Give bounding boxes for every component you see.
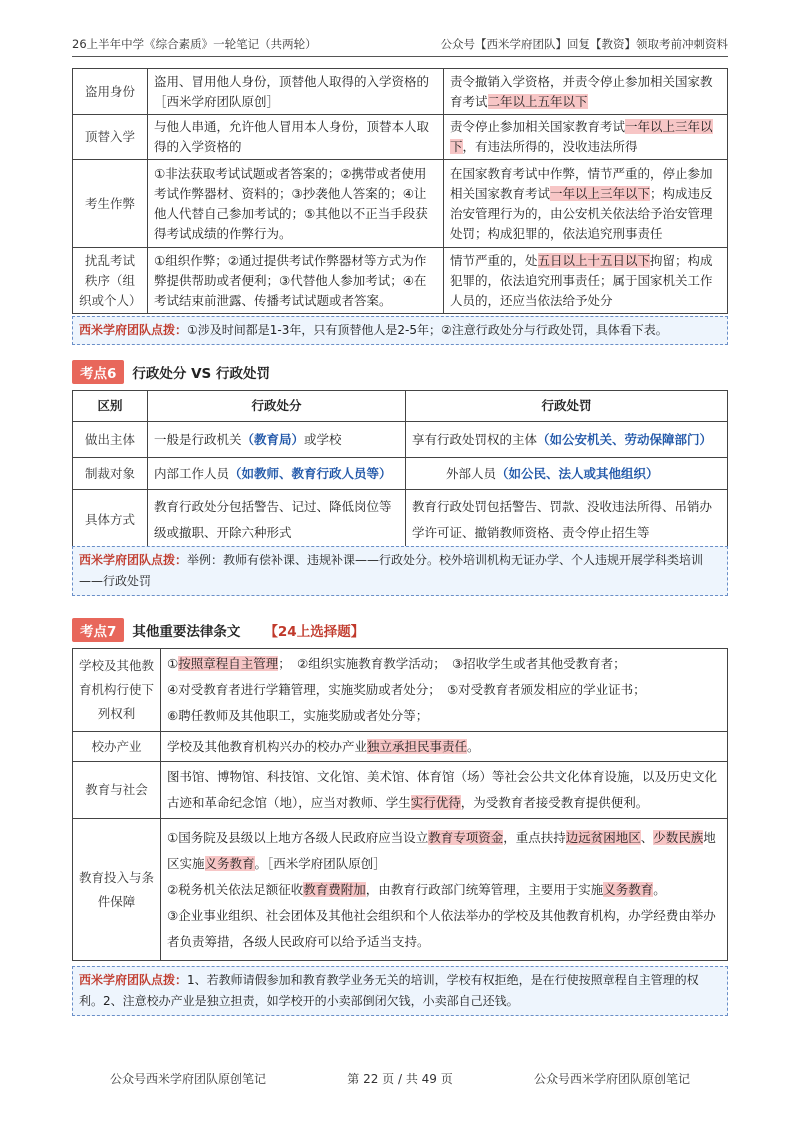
row-penalty: 在国家教育考试中作弊，情节严重的，停止参加相关国家教育考试一年以上三年以下；构成违反治安管理行为的，由公安机关依法给予治安管理处罚；构成犯罪的，依法追究刑事责任 <box>444 160 728 248</box>
tip-text: ①涉及时间都是1-3年，只有顶替他人是2-5年；②注意行政处分与行政处罚，具体看下表。 <box>187 323 668 337</box>
cell: 教育行政处分包括警告、记过、降低岗位等级或撤职、开除六种形式 <box>148 490 406 550</box>
footer-right: 公众号西米学府团队原创笔记 <box>533 1072 690 1086</box>
footer-left: 公众号西米学府团队原创笔记 <box>110 1072 267 1086</box>
row-head: 顶替入学 <box>73 115 148 160</box>
row-head: 扰乱考试秩序（组织或个人） <box>73 248 148 314</box>
row-head: 具体方式 <box>73 490 148 550</box>
row-penalty: 责令停止参加相关国家教育考试一年以上三年以下，有违法所得的，没收违法所得 <box>444 115 728 160</box>
page-number: 第 22 页 / 共 49 页 <box>347 1072 453 1086</box>
tip-box <box>72 966 728 1016</box>
row-head: 校办产业 <box>73 732 161 762</box>
cell: 图书馆、博物馆、科技馆、文化馆、美术馆、体育馆（场）等社会公共文化体育设施，以及历史文化古迹和革命纪念馆（地），应当对教师、学生实行优待，为受教育者接受教育提供便利。 <box>161 762 728 819</box>
table-row <box>73 160 728 248</box>
table-row <box>73 69 728 115</box>
row-head: 做出主体 <box>73 422 148 458</box>
highlight: 五日以上十五日以下 <box>537 252 651 268</box>
highlight: 一年以上三年以下 <box>450 119 713 154</box>
page-header <box>72 36 728 57</box>
law-articles-table <box>72 648 728 961</box>
tip-label: 西米学府团队点拨： <box>79 553 188 567</box>
tip-text: 举例：教师有偿补课、违规补课——行政处分。校外培训机构无证办学、个人违规开展学科类培训——行政处罚 <box>79 553 704 588</box>
cell: ①按照章程自主管理； ②组织实施教育教学活动； ③招收学生或者其他受教育者； ④对受教育者进行学籍管理，实施奖励或者处分； ⑤对受教育者颁发相应的学业证书； ⑥聘任教师及其他职工，实施奖励或者处分等； <box>161 649 728 732</box>
tip-label: 西米学府团队点拨： <box>79 323 188 337</box>
col-header: 行政处分 <box>148 391 406 422</box>
row-cause: ①组织作弊；②通过提供考试作弊器材等方式为作弊提供帮助或者便利；③代替他人参加考试；④在考试结束前泄露、传播考试试题或者答案。 <box>148 248 444 314</box>
cell: 教育行政处罚包括警告、罚款、没收违法所得、吊销办学许可证、撤销教师资格、责令停止招生等 <box>406 490 728 550</box>
highlight: 一年以上三年以下 <box>550 185 651 201</box>
table-row <box>73 248 728 314</box>
cell: 内部工作人员（如教师、教育行政人员等） <box>148 458 406 490</box>
section-heading <box>72 618 364 642</box>
col-header: 行政处罚 <box>406 391 728 422</box>
section-tag: 考点6 <box>72 360 124 384</box>
highlight: 按照章程自主管理 <box>178 656 279 671</box>
exam-violations-table <box>72 68 728 314</box>
highlight: 独立承担民事责任 <box>367 738 468 754</box>
section-tag: 考点7 <box>72 618 124 642</box>
tip-box <box>72 546 728 596</box>
section-title: 其他重要法律条文 <box>132 624 241 640</box>
row-cause: 与他人串通，允许他人冒用本人身份，顶替本人取得的入学资格的 <box>148 115 444 160</box>
exam-note: 【24上选择题】 <box>264 624 365 640</box>
row-cause: 盗用、冒用他人身份，顶替他人取得的入学资格的［西米学府团队原创］ <box>148 69 444 115</box>
row-penalty: 责令撤销入学资格，并责令停止参加相关国家教育考试二年以上五年以下 <box>444 69 728 115</box>
highlight: 实行优待 <box>410 795 461 810</box>
highlight: 二年以上五年以下 <box>487 93 588 109</box>
tip-label: 西米学府团队点拨： <box>79 973 188 987</box>
table-row <box>73 819 728 961</box>
row-head: 学校及其他教育机构行使下列权利 <box>73 649 161 732</box>
table-header-row <box>73 391 728 422</box>
table-row <box>73 649 728 732</box>
table-row <box>73 762 728 819</box>
cell: 学校及其他教育机构兴办的校办产业独立承担民事责任。 <box>161 732 728 762</box>
cell: 一般是行政机关（教育局）或学校 <box>148 422 406 458</box>
sanction-compare-table <box>72 390 728 550</box>
row-head: 教育与社会 <box>73 762 161 819</box>
row-head: 教育投入与条件保障 <box>73 819 161 961</box>
row-head: 制裁对象 <box>73 458 148 490</box>
cell: 享有行政处罚权的主体（如公安机关、劳动保障部门） <box>406 422 728 458</box>
row-head: 盗用身份 <box>73 69 148 115</box>
cell: ①国务院及县级以上地方各级人民政府应当设立教育专项资金，重点扶持边远贫困地区、少数民族地区实施义务教育。［西米学府团队原创］ ②税务机关依法足额征收教育费附加，由教育行政部门统筹管理，主要用于实施义务教育。 ③企业事业组织、社会团体及其他社会组织和个人依法举办的学校及其他教育机构，办学经费由举办者负责筹措，各级人民政府可以给予适当支持。 <box>161 819 728 961</box>
cell: 外部人员（如公民、法人或其他组织） <box>406 458 728 490</box>
section-title: 行政处分 VS 行政处罚 <box>132 366 270 382</box>
table-row <box>73 422 728 458</box>
table-row <box>73 490 728 550</box>
row-head: 考生作弊 <box>73 160 148 248</box>
tip-text: 1、若教师请假参加和教育教学业务无关的培训，学校有权拒绝，是在行使按照章程自主管理的权利。2、注意校办产业是独立担责，如学校开的小卖部倒闭欠钱，小卖部自己还钱。 <box>79 973 699 1008</box>
row-cause: ①非法获取考试试题或者答案的；②携带或者使用考试作弊器材、资料的；③抄袭他人答案的；④让他人代替自己参加考试的；⑤其他以不正当手段获得考试成绩的作弊行为。 <box>148 160 444 248</box>
table-row <box>73 115 728 160</box>
page-footer <box>110 1070 690 1087</box>
col-header: 区别 <box>73 391 148 422</box>
tip-box <box>72 316 728 345</box>
header-right: 公众号【西米学府团队】回复【教资】领取考前冲刺资料 <box>440 37 728 51</box>
header-left: 26上半年中学《综合素质》一轮笔记（共两轮） <box>72 37 317 51</box>
row-penalty: 情节严重的，处五日以上十五日以下拘留；构成犯罪的，依法追究刑事责任；属于国家机关工作人员的，还应当依法给予处分 <box>444 248 728 314</box>
table-row <box>73 732 728 762</box>
section-heading <box>72 360 270 384</box>
table-row <box>73 458 728 490</box>
